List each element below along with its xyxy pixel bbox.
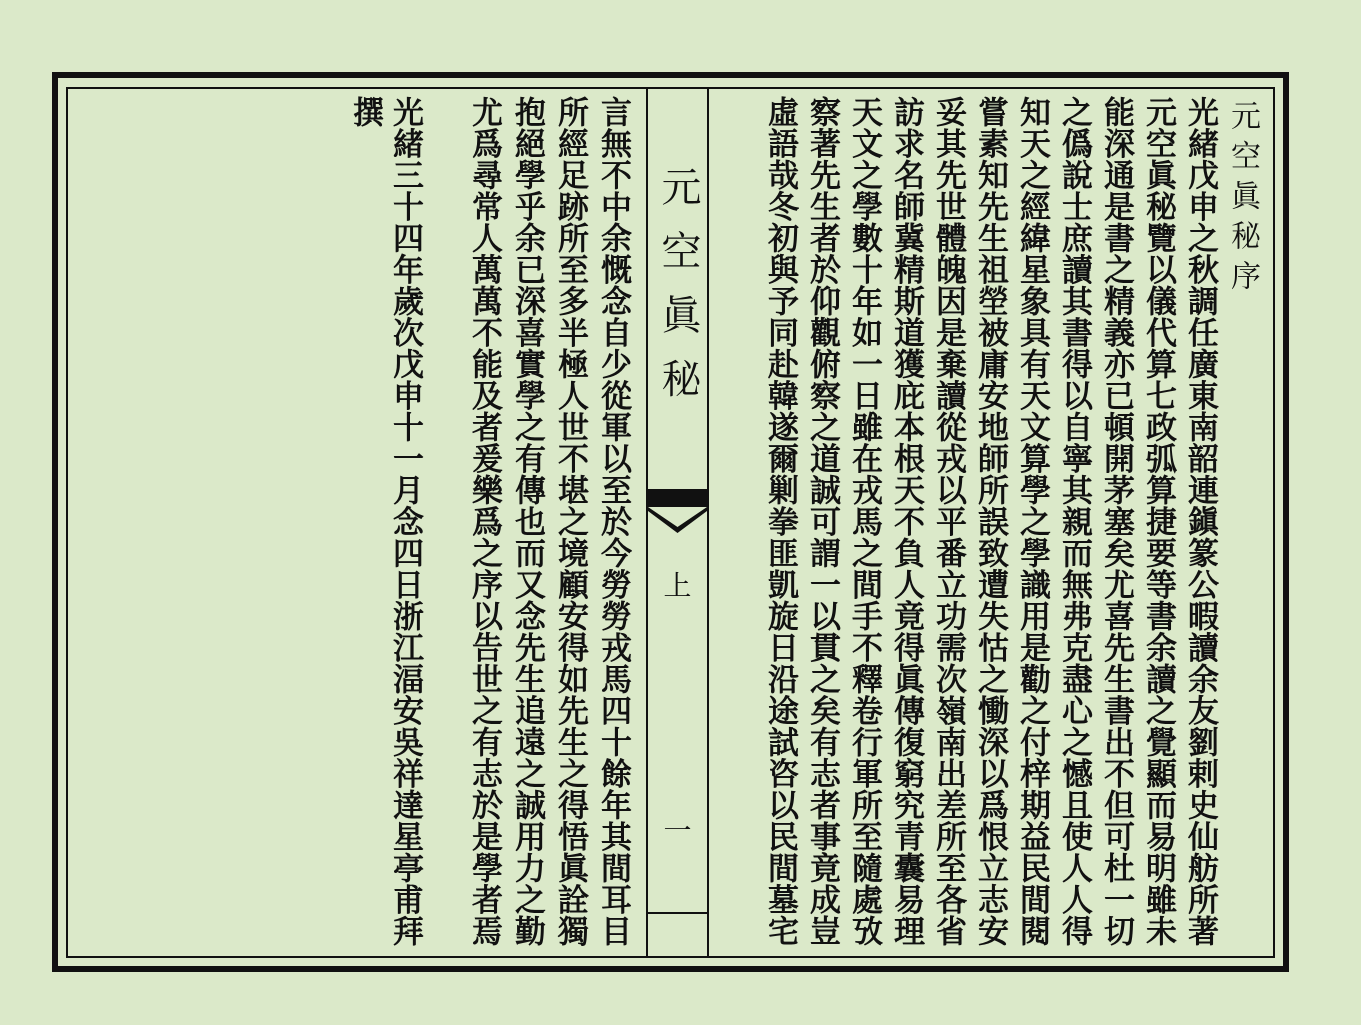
fishtail-ornament xyxy=(648,489,707,549)
preface-title: 元空眞秘序 xyxy=(1225,100,1260,300)
text-line: 嘗素知先生祖塋被庸安地師所誤致遭失怙之慟深以爲恨立志安 xyxy=(972,96,1008,947)
text-line: 抱絕學乎余已深喜實學之有傳也而又念先生追遠之誠用力之勤 xyxy=(509,96,545,947)
text-line: 察著先生者於仰觀俯察之道誠可謂一以貫之矣有志者事竟成豈 xyxy=(804,96,840,947)
book-title: 元空眞秘 xyxy=(655,166,701,422)
text-line: 所經足跡所至多半極人世不堪之境顧安得如先生之得悟眞詮獨 xyxy=(552,96,588,947)
text-line: 知天之經緯星象具有天文算學之學識用是勸之付梓期益民間閱 xyxy=(1014,96,1050,947)
text-line: 言無不中余慨念自少從軍以至於今勞勞戎馬四十餘年其間耳目 xyxy=(595,96,631,947)
text-line: 虛語哉冬初與予同赴韓遂爾剿拳匪凱旋日沿途試咨以民間墓宅 xyxy=(762,96,798,947)
page-number: 一 xyxy=(663,814,692,847)
text-line: 妥其先世體魄因是棄讀從戎以平番立功需次嶺南出差所至各省 xyxy=(930,96,966,947)
text-line: 光緒戊申之秋調任廣東南韶連鎭篆公暇讀余友劉剌史仙舫所著 xyxy=(1182,96,1218,947)
volume-label: 上 xyxy=(663,569,692,602)
text-line: 訪求名師冀精斯道獲庇本根天不負人竟得眞傳復窮究青囊易理 xyxy=(888,96,924,947)
text-line: 尤爲尋常人萬萬不能及者爰樂爲之序以告世之有志於是學者焉 xyxy=(466,96,502,947)
text-line: 天文之學數十年如一日雖在戎馬之間手不釋卷行軍所至隨處攷 xyxy=(846,96,882,947)
center-strip xyxy=(646,89,709,956)
text-line: 能深通是書之精義亦已頓開茅塞矣尤喜先生書出不但可杜一切 xyxy=(1098,96,1134,947)
center-rule xyxy=(648,912,707,914)
signature-line: 光緒三十四年歲次戊申十一月念四日浙江湢安吳祥達星亭甫拜撰 xyxy=(347,96,423,947)
text-line: 之僞說士庶讀其書得以自寧其親而無弗克盡心之憾且使人人得 xyxy=(1056,96,1092,947)
text-line: 元空眞秘覽以儀代算七政弧算捷要等書余讀之覺顯而易明雖未 xyxy=(1140,96,1176,947)
